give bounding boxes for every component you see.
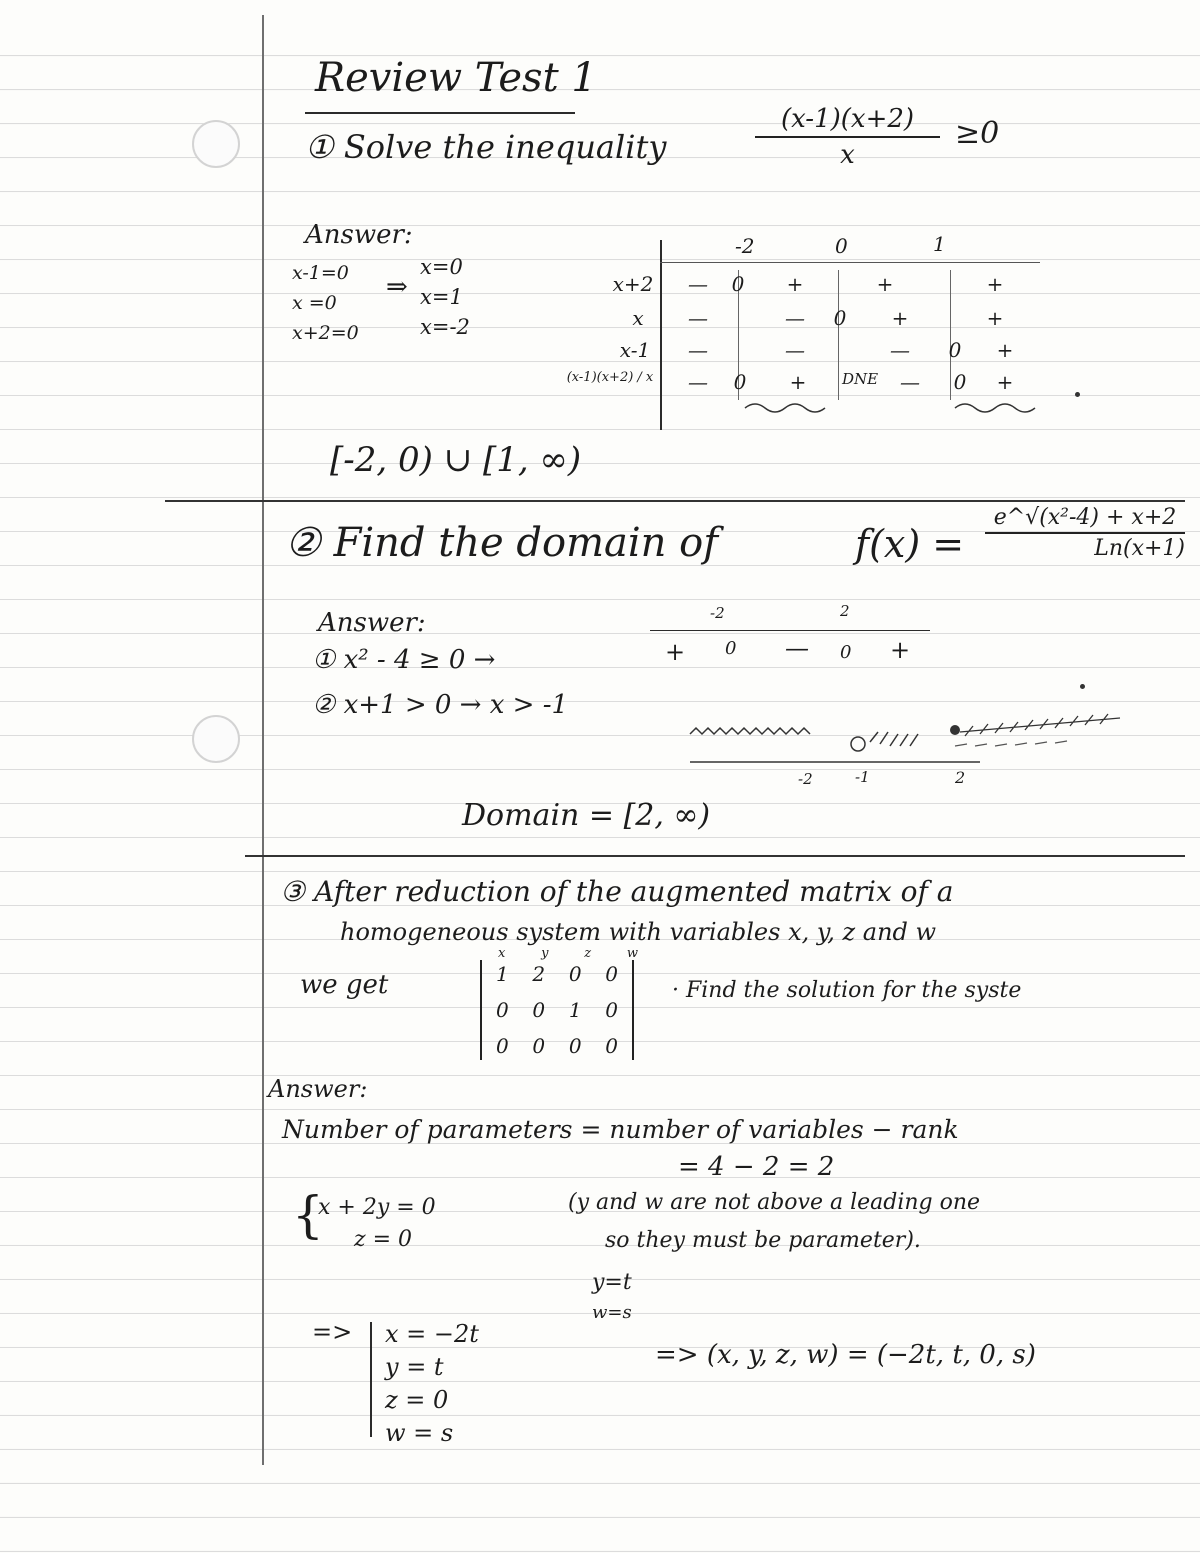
q2-condition-2: ② x+1 > 0 → x > -1 [312,690,569,720]
q3-final-answer: => (x, y, z, w) = (−2t, t, 0, s) [655,1340,1036,1370]
q3-parameter-assignment [592,1268,632,1328]
tick-label: -2 [798,770,813,788]
q1-work-line: x =0 [292,292,337,314]
sign: — [785,634,809,662]
matrix-cell: 0 [605,1034,618,1058]
q3-find-solution: · Find the solution for the syste [672,978,1022,1003]
augmented-matrix [480,960,634,1060]
q1-result: [-2, 0) ∪ [1, ∞) [330,440,582,480]
system-equation: z = 0 [354,1227,413,1252]
sign: — [785,338,805,362]
sign: — [688,306,708,330]
sign: + [996,338,1014,362]
sign: + [665,638,686,666]
q1-roots [420,252,470,342]
q2-condition-1: ① x² - 4 ≥ 0 → [312,645,496,675]
q1-fraction-denominator: x [840,140,855,170]
sign-row-label: x+2 [612,272,654,296]
sign: 0 [953,370,967,394]
sign: + [876,272,894,296]
matrix-row [482,996,632,1024]
q2-fraction-denominator: Ln(x+1) [1094,536,1185,561]
q3-answer-label: Answer: [268,1075,368,1103]
q3-note-line2: so they must be parameter). [605,1228,921,1253]
sign-row [560,272,1080,302]
sign: — [688,338,708,362]
parameter-assignment: y=t [592,1270,632,1295]
punch-hole [192,715,240,763]
q3-system [318,1192,436,1256]
q2-sign-line [640,600,940,680]
sign-row-label: x-1 [619,338,651,362]
domain-shading [680,712,1130,767]
matrix-header: w [626,946,638,961]
stray-dot [1075,392,1080,397]
q2-answer-label: Answer: [318,608,426,638]
sign: — [785,306,805,330]
sign-row [560,306,1080,336]
sign: + [786,272,804,296]
punch-hole [192,120,240,168]
page-title: Review Test 1 [315,55,597,101]
implies-arrow: => [312,1318,353,1346]
sign-row [560,370,1080,400]
sign: + [891,306,909,330]
q2-statement: ② Find the domain of [285,520,719,566]
q3-statement-line2: homogeneous system with variables x, y, z and w [340,918,937,946]
q3-note-line1: (y and w are not above a leading one [568,1190,981,1215]
sign-chart [560,230,1080,430]
sign: DNE [841,370,879,388]
q1-fraction-numerator: (x-1)(x+2) [755,104,940,138]
sign: + [986,272,1004,296]
sign-chart-axis [660,262,1040,263]
matrix-cell: 0 [496,1034,509,1058]
solution-line: z = 0 [385,1386,449,1414]
matrix-cell: 1 [568,998,582,1022]
sign: + [986,306,1004,330]
sign-row-label: (x-1)(x+2) / x [566,370,654,385]
sign: 0 [733,370,747,394]
matrix-column-headers [498,946,638,961]
implies-arrow: ⇒ [386,272,408,302]
sign: 0 [840,642,852,663]
q1-statement: ① Solve the inequality [305,128,667,166]
margin-line [262,15,264,1465]
section-divider [165,500,1185,502]
sign: + [996,370,1014,394]
q3-general-solution [385,1318,479,1450]
sign-row-label: x [632,306,644,330]
matrix-cell: 0 [605,962,618,986]
sign-row [560,338,1080,368]
q2-fraction [985,505,1185,561]
q1-root: x=0 [420,255,463,279]
matrix-cell: 0 [532,1034,546,1058]
matrix-cell: 0 [496,998,509,1022]
solution-line: x = −2t [385,1320,479,1348]
matrix-row [482,960,632,988]
matrix-cell: 0 [605,998,618,1022]
q3-parameters-count: = 4 − 2 = 2 [678,1152,835,1182]
tick-label: 2 [955,768,966,787]
solution-line: w = s [385,1419,454,1447]
q3-statement-line1: ③ After reduction of the augmented matrix of a [280,875,954,908]
sign: 0 [725,638,737,659]
sign: — [688,272,708,296]
stray-dot [1080,684,1085,689]
section-divider [245,855,1185,857]
matrix-header: y [541,946,549,961]
solution-bar [370,1322,372,1437]
q1-root: x=1 [420,285,463,309]
parameter-assignment: w=s [592,1302,632,1323]
q1-work-line: x+2=0 [292,322,359,344]
sign: — [890,338,910,362]
tick-label: -2 [710,604,725,622]
q1-work [292,258,359,348]
q2-domain-result: Domain = [2, ∞) [462,798,711,833]
system-equation: x + 2y = 0 [318,1195,436,1220]
matrix-cell: 1 [496,962,509,986]
sign: 0 [948,338,962,362]
q2-function: f(x) = [855,522,965,566]
critical-point: 0 [835,234,848,258]
solution-line: y = t [385,1353,444,1381]
q2-fraction-numerator: e^√(x²-4) + x+2 [985,505,1185,534]
q1-answer-label: Answer: [305,220,413,250]
q2-domain-line [680,712,1130,792]
matrix-cell: 0 [568,1034,582,1058]
q3-we-get: we get [300,970,389,1000]
matrix-cell: 2 [532,962,546,986]
critical-point: -2 [735,234,755,258]
number-line [650,630,930,631]
matrix-cell: 0 [568,962,582,986]
matrix-header: z [584,946,592,961]
sign: — [900,370,920,394]
system-brace: { [292,1186,324,1244]
q1-work-line: x-1=0 [292,262,349,284]
title-underline [305,112,575,114]
sign: + [789,370,807,394]
matrix-row [482,1032,632,1060]
sign: 0 [833,306,847,330]
tick-label: -1 [855,768,870,786]
tick-label: 2 [840,602,850,620]
sign: + [890,636,911,664]
sign: 0 [731,272,745,296]
sign: — [688,370,708,394]
critical-point: 1 [933,232,946,256]
shading-squiggle [740,398,1060,418]
q1-fraction [755,104,940,170]
q3-parameters-formula: Number of parameters = number of variables − rank [282,1115,959,1144]
matrix-header: x [498,946,506,961]
matrix-cell: 0 [532,998,546,1022]
q1-relation: ≥0 [955,116,1000,151]
q1-root: x=-2 [420,315,470,339]
